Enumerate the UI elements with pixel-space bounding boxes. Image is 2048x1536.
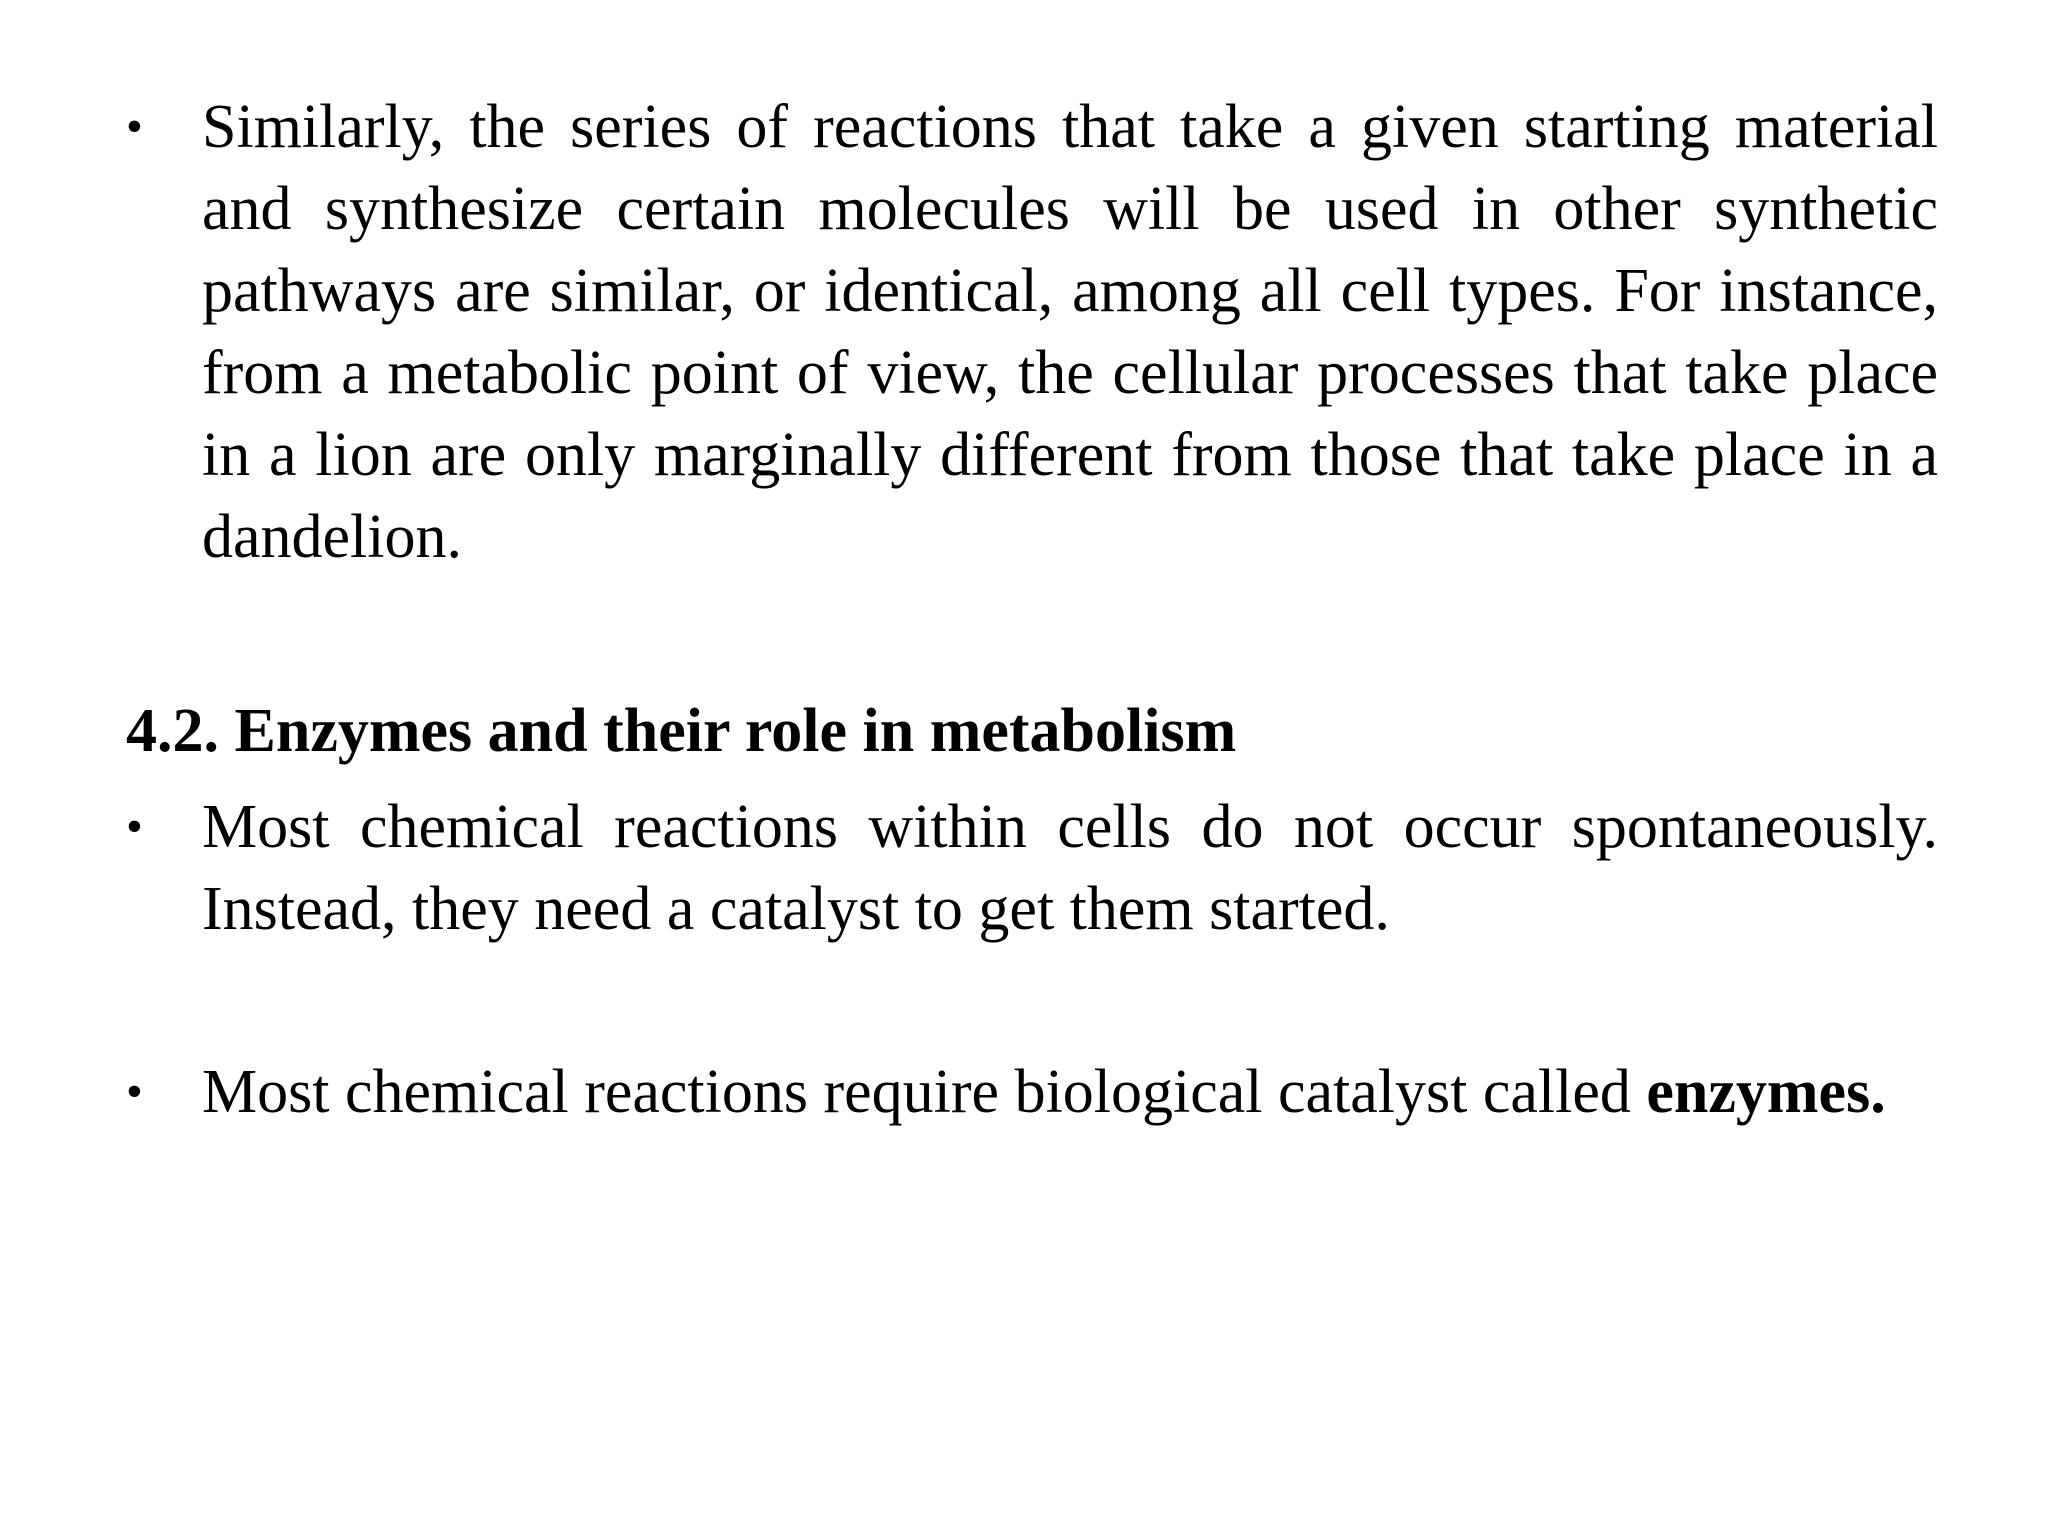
- bullet-item-pathways: [126, 86, 1938, 578]
- bullet-item-catalyst: [126, 786, 1938, 950]
- section-heading: 4.2. Enzymes and their role in metabolism: [126, 697, 1237, 765]
- bullet-icon: •: [126, 100, 143, 153]
- enzymes-term: enzymes.: [1646, 1058, 1886, 1126]
- bullet-icon: •: [126, 1065, 143, 1118]
- bullet-icon: •: [126, 800, 143, 853]
- bullet-text-pathways: Similarly, the series of reactions that take a given starting material and synthesize certain molecules will be used in other synthetic pathways are similar, or identical, among all cell types. For instance, from a metabolic point of view, the cellular processes that take place in a lion are only marginally different from those that take place in a dandelion.: [202, 93, 1938, 571]
- bullet-item-enzymes: [126, 1051, 1938, 1133]
- bullet-text-catalyst: Most chemical reactions within cells do not occur spontaneously. Instead, they need a catalyst to get them started.: [202, 793, 1938, 943]
- bullet-text-enzymes-plain: Most chemical reactions require biological catalyst called: [202, 1058, 1631, 1126]
- bullet-text-enzymes: [202, 1051, 1938, 1133]
